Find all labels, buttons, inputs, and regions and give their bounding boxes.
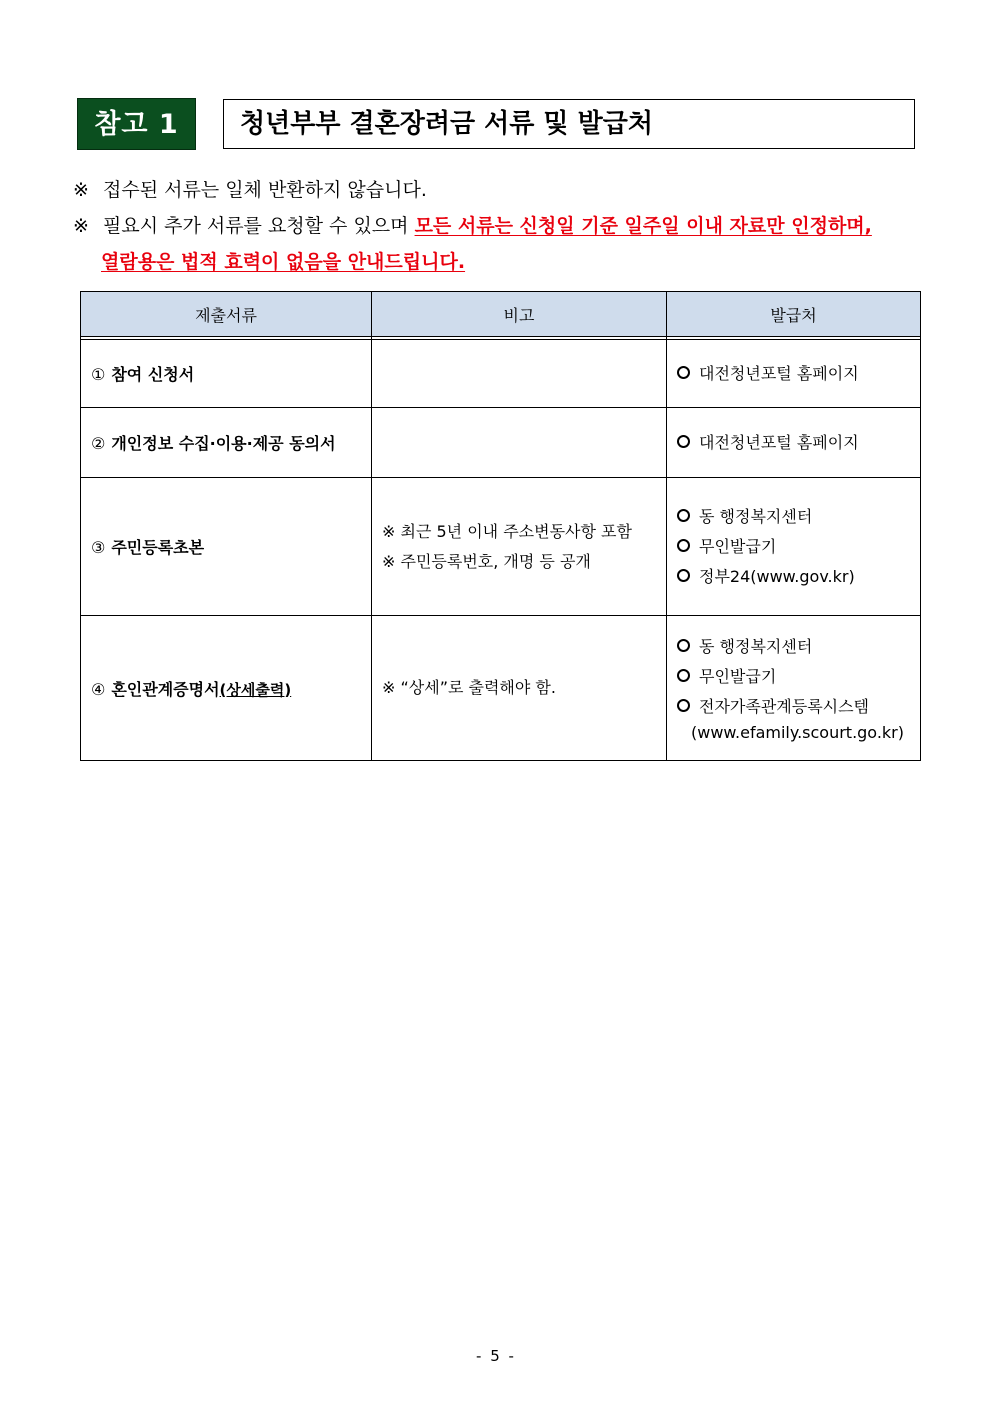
issuer-cell: 동 행정복지센터 무인발급기 전자가족관계등록시스템 (www.efamily.scourt.go.kr) <box>667 616 921 761</box>
remarks-cell: ※ “상세”로 출력해야 함. <box>372 616 667 761</box>
circle-bullet-icon <box>677 699 690 712</box>
circle-bullet-icon <box>677 569 690 582</box>
document-name-cell: ① 참여 신청서 <box>81 340 372 408</box>
table-row <box>81 478 921 616</box>
column-header-remarks: 비고 <box>372 292 667 337</box>
circle-bullet-icon <box>677 509 690 522</box>
document-name-cell: ② 개인정보 수집·이용·제공 동의서 <box>81 408 372 478</box>
notice-line-3 <box>73 244 933 280</box>
issuer-cell: 대전청년포털 홈페이지 <box>667 340 921 408</box>
reference-mark-icon: ※ <box>73 215 89 237</box>
notice-line-1: ※ 접수된 서류는 일체 반환하지 않습니다. <box>73 172 933 208</box>
remarks-cell <box>372 408 667 478</box>
circle-bullet-icon <box>677 539 690 552</box>
section-title: 청년부부 결혼장려금 서류 및 발급처 <box>223 99 915 149</box>
notice-emphasis: 모든 서류는 신청일 기준 일주일 이내 자료만 인정하며, <box>414 215 872 237</box>
table-row <box>81 616 921 761</box>
table-row <box>81 408 921 478</box>
circle-bullet-icon <box>677 366 690 379</box>
issuer-cell: 대전청년포털 홈페이지 <box>667 408 921 478</box>
notice-block <box>73 172 933 280</box>
circle-bullet-icon <box>677 639 690 652</box>
remarks-cell: ※ 최근 5년 이내 주소변동사항 포함 ※ 주민등록번호, 개명 등 공개 <box>372 478 667 616</box>
table-row <box>81 340 921 408</box>
detail-output-note: (상세출력) <box>219 680 292 699</box>
column-header-issuer: 발급처 <box>667 292 921 337</box>
circle-bullet-icon <box>677 435 690 448</box>
table-header-row <box>81 292 921 337</box>
circle-bullet-icon <box>677 669 690 682</box>
reference-badge: 참고 1 <box>77 98 196 150</box>
notice-emphasis: 열람용은 법적 효력이 없음을 안내드립니다. <box>101 251 466 273</box>
documents-table <box>80 291 921 761</box>
document-name-cell: ④ 혼인관계증명서(상세출력) <box>81 616 372 761</box>
reference-mark-icon: ※ <box>73 179 89 201</box>
document-name-cell: ③ 주민등록초본 <box>81 478 372 616</box>
issuer-cell: 동 행정복지센터 무인발급기 정부24(www.gov.kr) <box>667 478 921 616</box>
page-number: - 5 - <box>476 1347 516 1365</box>
remarks-cell <box>372 340 667 408</box>
notice-line-2: ※ 필요시 추가 서류를 요청할 수 있으며 모든 서류는 신청일 기준 일주일 이내 자료만 인정하며, <box>73 208 933 244</box>
column-header-documents: 제출서류 <box>81 292 372 337</box>
